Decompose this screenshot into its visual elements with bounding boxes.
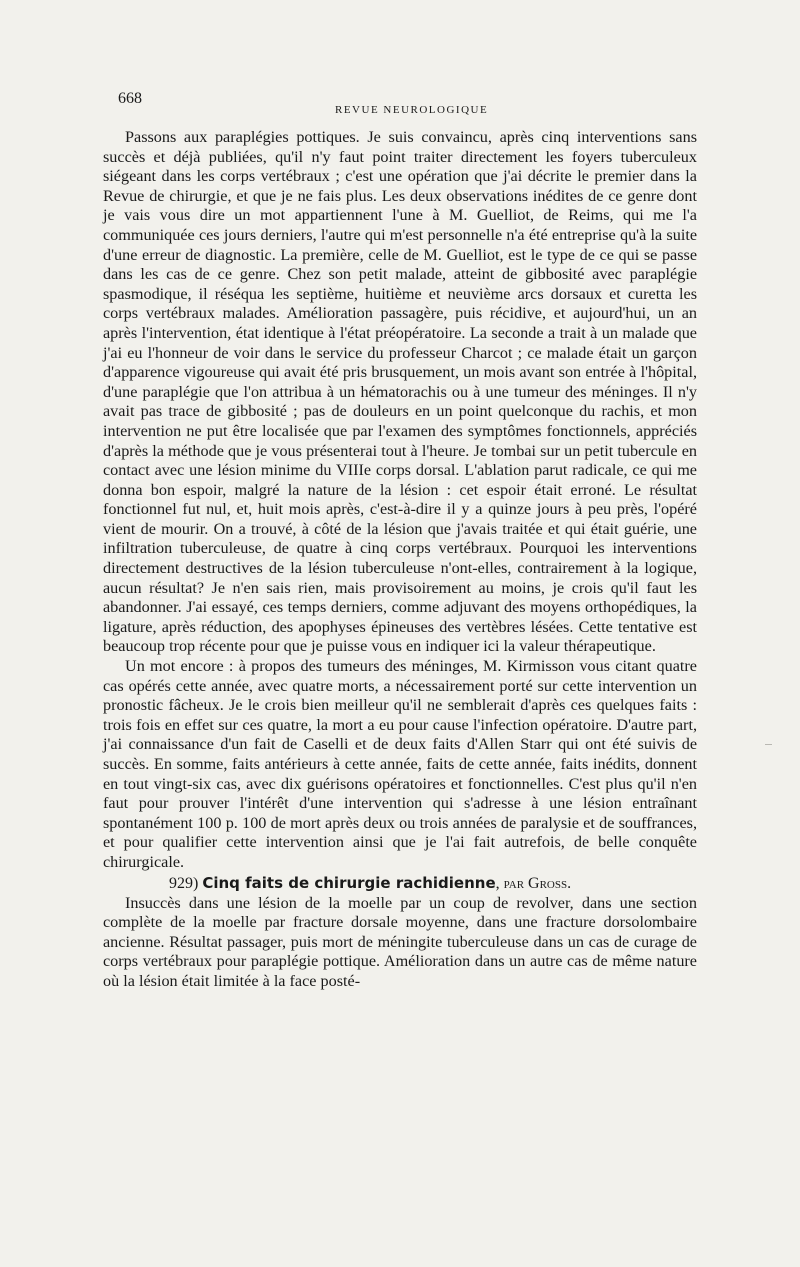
paragraph-meningeal-tumors: Un mot encore : à propos des tumeurs des méninges, M. Kirmisson vous citant quatre cas opérés cette année, avec quatre morts, a nécessairement porté sur cette intervention un pronostic fâcheux. Je le crois bien meilleur qu'il ne semblerait d'après ces quelques faits : trois fois en effet sur ces quatre, la mort a eu pour cause l'infection opératoire. D'autre part, j'ai connaissance d'un fait de Caselli et de deux faits d'Allen Starr qui ont été suivis de succès. En somme, faits antérieurs à cette année, faits de cette année, faits inédits, donnent en tout vingt-six cas, avec dix guérisons opératoires et fonctionnelles. C'est plus qu'il n'en faut pour prouver l'intérêt d'une intervention qui s'adresse à une lésion entraînant spontanément 100 p. 100 de mort après deux ou trois années de paralysie et de souffrances, et pour qualifier cette intervention ainsi que je l'ai fait autrefois, de belle conquête chirurgicale. (103, 657, 697, 871)
page-number: 668 (118, 90, 142, 107)
section-heading (103, 873, 697, 894)
running-title: REVUE NEUROLOGIQUE (335, 104, 489, 116)
article-body (103, 128, 697, 992)
paragraph-closing: Insuccès dans une lésion de la moelle par un coup de revolver, dans une section complète de la moelle par fracture dorsale moyenne, dans une fracture dorsolombaire ancienne. Résultat passager, puis mort de méningite tuberculeuse dans un cas de curage de corps vertébraux pour paraplégie pottique. Amélioration dans un autre cas de même nature où la lésion était limitée à la face posté- (103, 893, 697, 990)
margin-mark (765, 744, 772, 745)
section-author: , par Gross. (495, 874, 572, 892)
paragraph-pottic-paraplegia: Passons aux paraplégies pottiques. Je suis convaincu, après cinq interventions sans succès et déjà publiées, qu'il n'y faut point traiter directement les foyers tuberculeux siégeant dans les corps vertébraux ; c'est une opération que j'ai décrite le premier dans la Revue de chirurgie, et que je ne fais plus. Les deux observations inédites de ce genre dont je vais vous dire un mot appartiennent l'une à M. Guelliot, de Reims, qui me l'a communiquée ces jours derniers, l'autre qui m'est personnelle n'a été entreprise qu'à la suite d'une erreur de diagnostic. La première, celle de M. Guelliot, est le type de ce qui se passe dans les cas de ce genre. Chez son petit malade, atteint de gibbosité avec paraplégie spasmodique, il réséqua les septième, huitième et neuvième arcs dorsaux et curetta les corps vertébraux malades. Amélioration passagère, puis récidive, et aujourd'hui, un an après l'intervention, état identique à l'état préopératoire. La seconde a trait à un malade que j'ai eu l'honneur de voir dans le service du professeur Charcot ; ce malade était un garçon d'apparence vigoureuse qui avait été pris brusquement, un mois avant son entrée à l'hôpital, d'une paraplégie que l'on attribua à un hématorachis ou à une tumeur des méninges. Il n'y avait pas trace de gibbosité ; pas de douleurs en un point quelconque du rachis, et mon intervention ne put être localisée que par l'examen des symptômes fonctionnels, appréciés d'après la méthode que je vous présenterai tout à l'heure. Je tombai sur un petit tubercule en contact avec une lésion minime du VIIIe corps dorsal. L'ablation parut radicale, ce qui me donna bon espoir, malgré la nature de la lésion : cet espoir était erroné. Le résultat fonctionnel fut nul, et, huit mois après, c'est-à-dire il y a quinze jours à peu près, l'opéré vient de mourir. On a trouvé, à côté de la lésion que j'avais traitée et qui était guérie, une infiltration tuberculeuse, de quatre à cinq corps vertébraux. Pourquoi les interventions directement destructives de la lésion tuberculeuse n'ont-elles, contrairement à la logique, aucun résultat? Je n'en sais rien, mais provisoirement au moins, je crois qu'il faut les abandonner. J'ai essayé, ces temps derniers, comme adjuvant des moyens orthopédiques, la ligature, après réduction, des apophyses épineuses des vertèbres lésées. Cette tentative est beaucoup trop récente pour que je puisse vous en indiquer ici la valeur thérapeutique. (103, 128, 697, 656)
section-title: Cinq faits de chirurgie rachidienne (202, 873, 496, 892)
section-number: 929) (169, 874, 199, 892)
